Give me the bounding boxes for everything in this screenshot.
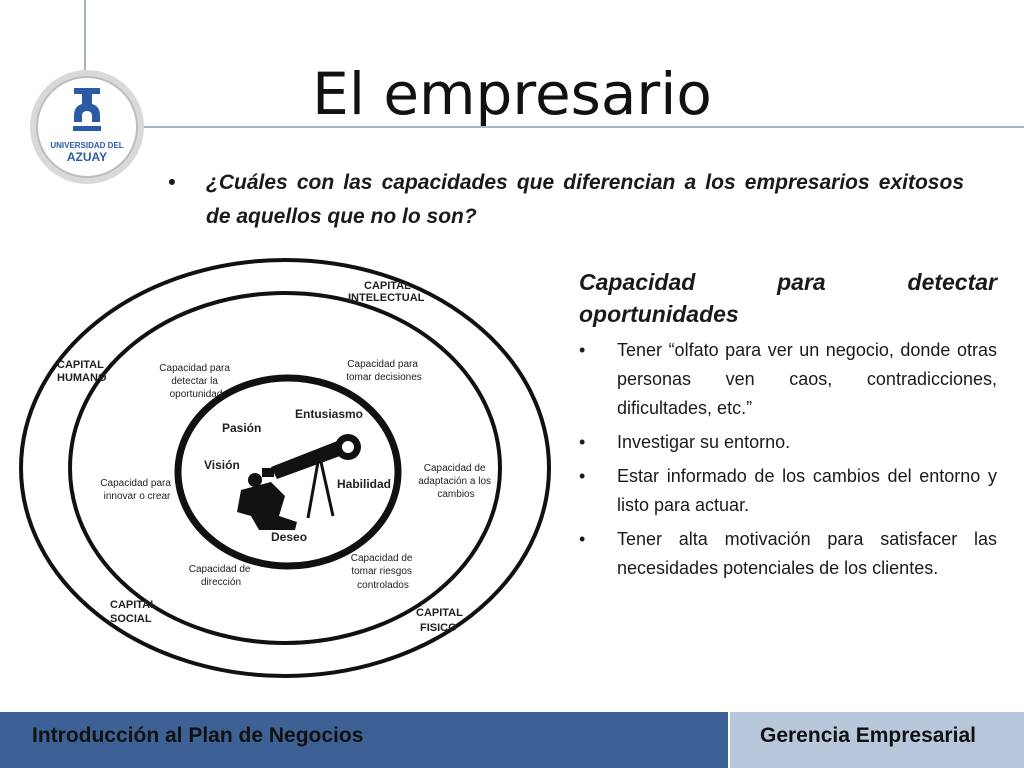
- logo-line2: AZUAY: [66, 150, 108, 164]
- capital-social-label: CAPITAL SOCIAL: [110, 599, 157, 625]
- bullet-dot: •: [168, 171, 176, 194]
- capacities-diagram: [15, 250, 575, 685]
- footer-left-bar: [0, 712, 728, 768]
- logo-line1: UNIVERSIDAD DEL: [50, 141, 124, 150]
- list-item: • Tener alta motivación para satisfacer las necesidades potenciales de los clientes.: [579, 525, 997, 583]
- capacity-detectar-label: Capacidad para detectar la oportunidad: [159, 363, 230, 400]
- trait-deseo: Deseo: [271, 530, 308, 544]
- slide-title: El empresario: [312, 60, 712, 128]
- list-item: • Tener “olfato para ver un negocio, donde otras personas ven caos, contradicciones, dificultades, etc.”: [579, 336, 997, 423]
- side-title: [579, 266, 997, 330]
- footer-right-bar: [730, 712, 1024, 768]
- side-title-word: oportunidades: [579, 301, 739, 327]
- capital-intelectual-label: CAPITAL INTELECTUAL: [348, 280, 425, 304]
- question-text: ¿Cuáles con las capacidades que diferencian a los empresarios exitosos de aquellos que no lo son?: [206, 171, 964, 228]
- capital-fisico-label: CAPITAL FISICO: [416, 607, 463, 634]
- side-title-word: Capacidad: [579, 269, 696, 295]
- capacity-direccion-label: Capacidad de dirección: [188, 564, 251, 588]
- capital-humano-label: CAPITAL HUMANO: [57, 359, 107, 384]
- side-bullet-list: [579, 336, 997, 583]
- capacity-innovar-label: Capacidad para innovar o crear: [100, 478, 171, 502]
- footer-subject: Gerencia Empresarial: [760, 724, 976, 747]
- side-title-word: detectar: [907, 269, 997, 295]
- trait-vision: Visión: [204, 458, 240, 472]
- trait-pasion: Pasión: [222, 421, 262, 435]
- side-panel: [579, 266, 997, 588]
- trait-entusiasmo: Entusiasmo: [295, 407, 364, 421]
- footer-course: Introducción al Plan de Negocios: [32, 724, 364, 747]
- list-item: • Estar informado de los cambios del entorno y listo para actuar.: [579, 462, 997, 520]
- question-bullet: [168, 166, 964, 234]
- capacity-riesgos-label: Capacidad de tomar riesgos controlados: [350, 553, 413, 591]
- capacity-adaptacion-label: Capacidad de adaptación a los cambios: [418, 463, 492, 500]
- capacity-decisiones-label: Capacidad para tomar decisiones: [346, 359, 422, 383]
- side-title-word: para: [777, 269, 826, 295]
- trait-habilidad: Habilidad: [337, 477, 392, 491]
- list-item: • Investigar su entorno.: [579, 428, 997, 457]
